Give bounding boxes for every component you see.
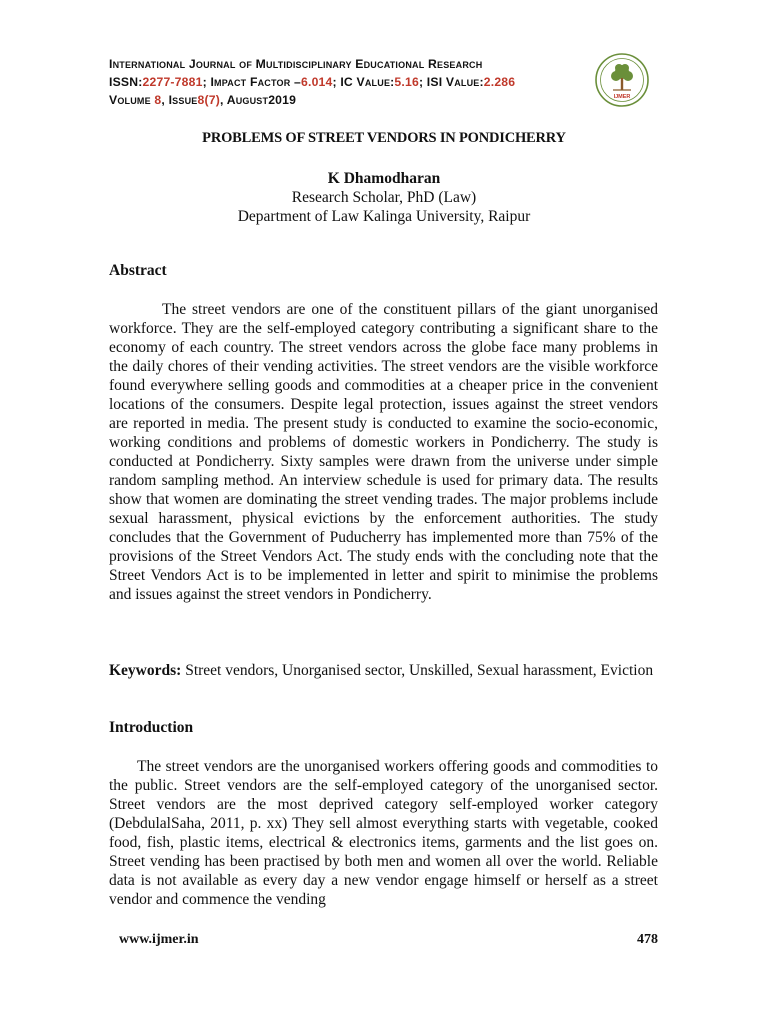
keywords	[109, 661, 658, 680]
author-block	[0, 169, 768, 226]
journal-issue	[109, 91, 579, 109]
journal-header	[109, 55, 579, 109]
author-affiliation: Department of Law Kalinga University, Raipur	[237, 208, 531, 225]
impact-value: 6.014	[301, 75, 333, 89]
journal-name: International Journal of Multidisciplinary Educational Research	[109, 57, 483, 71]
issue-date: , August2019	[219, 93, 297, 107]
footer-url[interactable]: www.ijmer.in	[119, 932, 199, 947]
issue-label: , Issue	[161, 93, 198, 107]
article-title: PROBLEMS OF STREET VENDORS IN PONDICHERRY	[202, 130, 566, 146]
keywords-text: Street vendors, Unorganised sector, Unskilled, Sexual harassment, Eviction	[181, 662, 654, 679]
page-number: 478	[637, 932, 658, 947]
isi-label: ; ISI Value:	[418, 75, 484, 89]
impact-label: ; Impact Factor –	[202, 75, 301, 89]
abstract-text: The street vendors are one of the constituent pillars of the giant unorganised workforce. They are the self-employed category contributing a significant share to the economy of each country. The street vendors across the globe face many problems in the daily chores of their vending activities. The street vendors are the visible workforce found everywhere selling goods and commodities at a cheaper price in the convenient locations of the consumers. Despite legal protection, issues against the street vendors are reported in media. The present study is conducted to examine the socio-economic, working conditions and problems of domestic workers in Pondicherry. The study is conducted at Pondicherry. Sixty samples were drawn from the universe under simple random sampling method. An interview schedule is used for primary data. The results show that women are dominating the street vending trades. The major problems include sexual harassment, physical evictions by the enforcement authorities. The study concludes that the Government of Puducherry has implemented more than 75% of the provisions of the Street Vendors Act. The study ends with the concluding note that the Street Vendors Act is to be implemented in letter and spirit to minimise the problems and issues against the street vendors in Pondicherry.	[109, 301, 658, 603]
journal-logo-icon	[594, 52, 650, 108]
keywords-label: Keywords:	[109, 662, 182, 679]
author-role: Research Scholar, PhD (Law)	[291, 189, 477, 206]
journal-metrics	[109, 73, 579, 91]
introduction-text: The street vendors are the unorganised workers offering goods and commodities to the public. Street vendors are the self-employed category of the unorganised sector. Street vendors are the most deprived category self-employed worker category (DebdulalSaha, 2011, p. xx) They sell almost everything starts with vegetable, cooked food, fish, plastic items, electrical & electronics items, garments and the list goes on. Street vending has been practised by both men and women all over the world. Reliable data is not available as every day a new vendor engage himself or herself as a street vendor and commence the vending	[109, 758, 658, 908]
volume-label: Volume	[109, 93, 155, 107]
abstract-heading: Abstract	[109, 262, 167, 279]
introduction-heading: Introduction	[109, 719, 194, 736]
ic-value: 5.16	[394, 75, 419, 89]
issn-value: 2277-7881	[142, 75, 203, 89]
issue-value: 8(7)	[197, 93, 220, 107]
logo-text: IJMER	[613, 94, 631, 100]
volume-value: 8	[154, 93, 162, 107]
ic-label: ; IC Value:	[332, 75, 395, 89]
issn-label: ISSN:	[109, 75, 143, 89]
author-name: K Dhamodharan	[327, 170, 441, 187]
isi-value: 2.286	[483, 75, 516, 89]
